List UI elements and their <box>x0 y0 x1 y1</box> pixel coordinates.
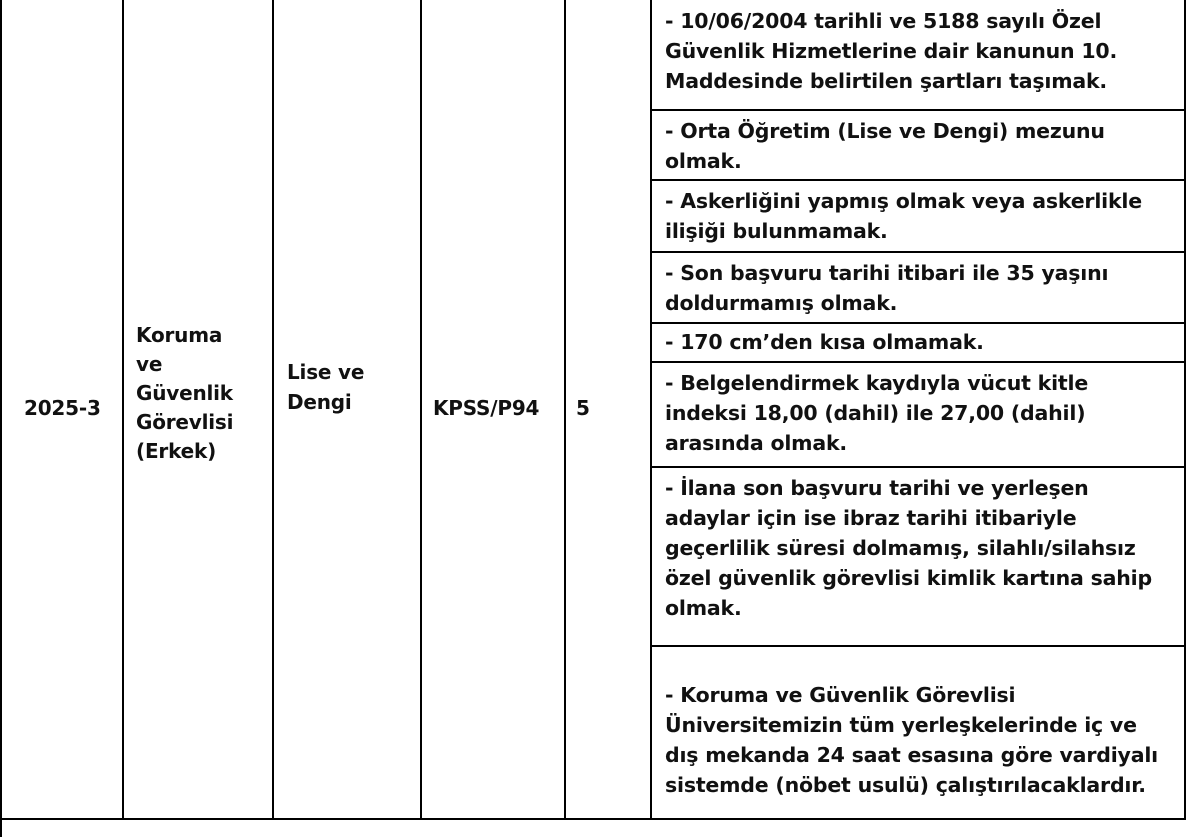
column-border <box>1184 0 1186 820</box>
column-border <box>420 0 422 820</box>
column-border <box>650 0 652 820</box>
ogrenim-cell: Lise ve Dengi <box>287 360 365 414</box>
puan-turu-cell: KPSS/P94 <box>433 396 540 420</box>
condition-divider <box>650 251 1186 253</box>
condition-divider <box>650 361 1186 363</box>
condition-item: - 10/06/2004 tarihli ve 5188 sayılı Özel Güvenlik Hizmetlerine dair kanunun 10. Maddesinde belirtilen şartları taşımak. <box>665 9 1118 93</box>
condition-item: - Koruma ve Güvenlik Görevlisi Üniversitemizin tüm yerleşkelerinde iç ve dış mekanda 24 saat esasına göre vardiyalı sistemde (nöbet usulü) çalıştırılacaklardır. <box>665 683 1158 797</box>
condition-divider <box>650 322 1186 324</box>
condition-divider <box>650 645 1186 647</box>
column-border <box>122 0 124 820</box>
condition-item: - Orta Öğretim (Lise ve Dengi) mezunu olmak. <box>665 119 1105 173</box>
kadro-sayisi-cell: 5 <box>576 396 590 420</box>
ilan-no-cell: 2025-3 <box>24 396 101 420</box>
column-border <box>564 0 566 820</box>
condition-item: - Askerliğini yapmış olmak veya askerlikle ilişiği bulunmamak. <box>665 189 1142 243</box>
column-border <box>272 0 274 820</box>
condition-item: - Son başvuru tarihi itibari ile 35 yaşını doldurmamış olmak. <box>665 261 1109 315</box>
condition-item: - İlana son başvuru tarihi ve yerleşen adaylar için ise ibraz tarihi itibariyle geçerlilik süresi dolmamış, silahlı/silahsız özel güvenlik görevlisi kimlik kartına sahip olmak. <box>665 476 1152 620</box>
condition-item: - Belgelendirmek kaydıyla vücut kitle indeksi 18,00 (dahil) ile 27,00 (dahil) arasında olmak. <box>665 371 1089 455</box>
condition-divider <box>650 109 1186 111</box>
previous-row-fragment <box>702 0 762 4</box>
table-bottom-border <box>2 818 1186 820</box>
condition-divider <box>650 466 1186 468</box>
condition-item: - 170 cm’den kısa olmamak. <box>665 330 984 354</box>
kadro-unvani-cell: Koruma ve Güvenlik Görevlisi (Erkek) <box>136 323 234 463</box>
condition-divider <box>650 179 1186 181</box>
